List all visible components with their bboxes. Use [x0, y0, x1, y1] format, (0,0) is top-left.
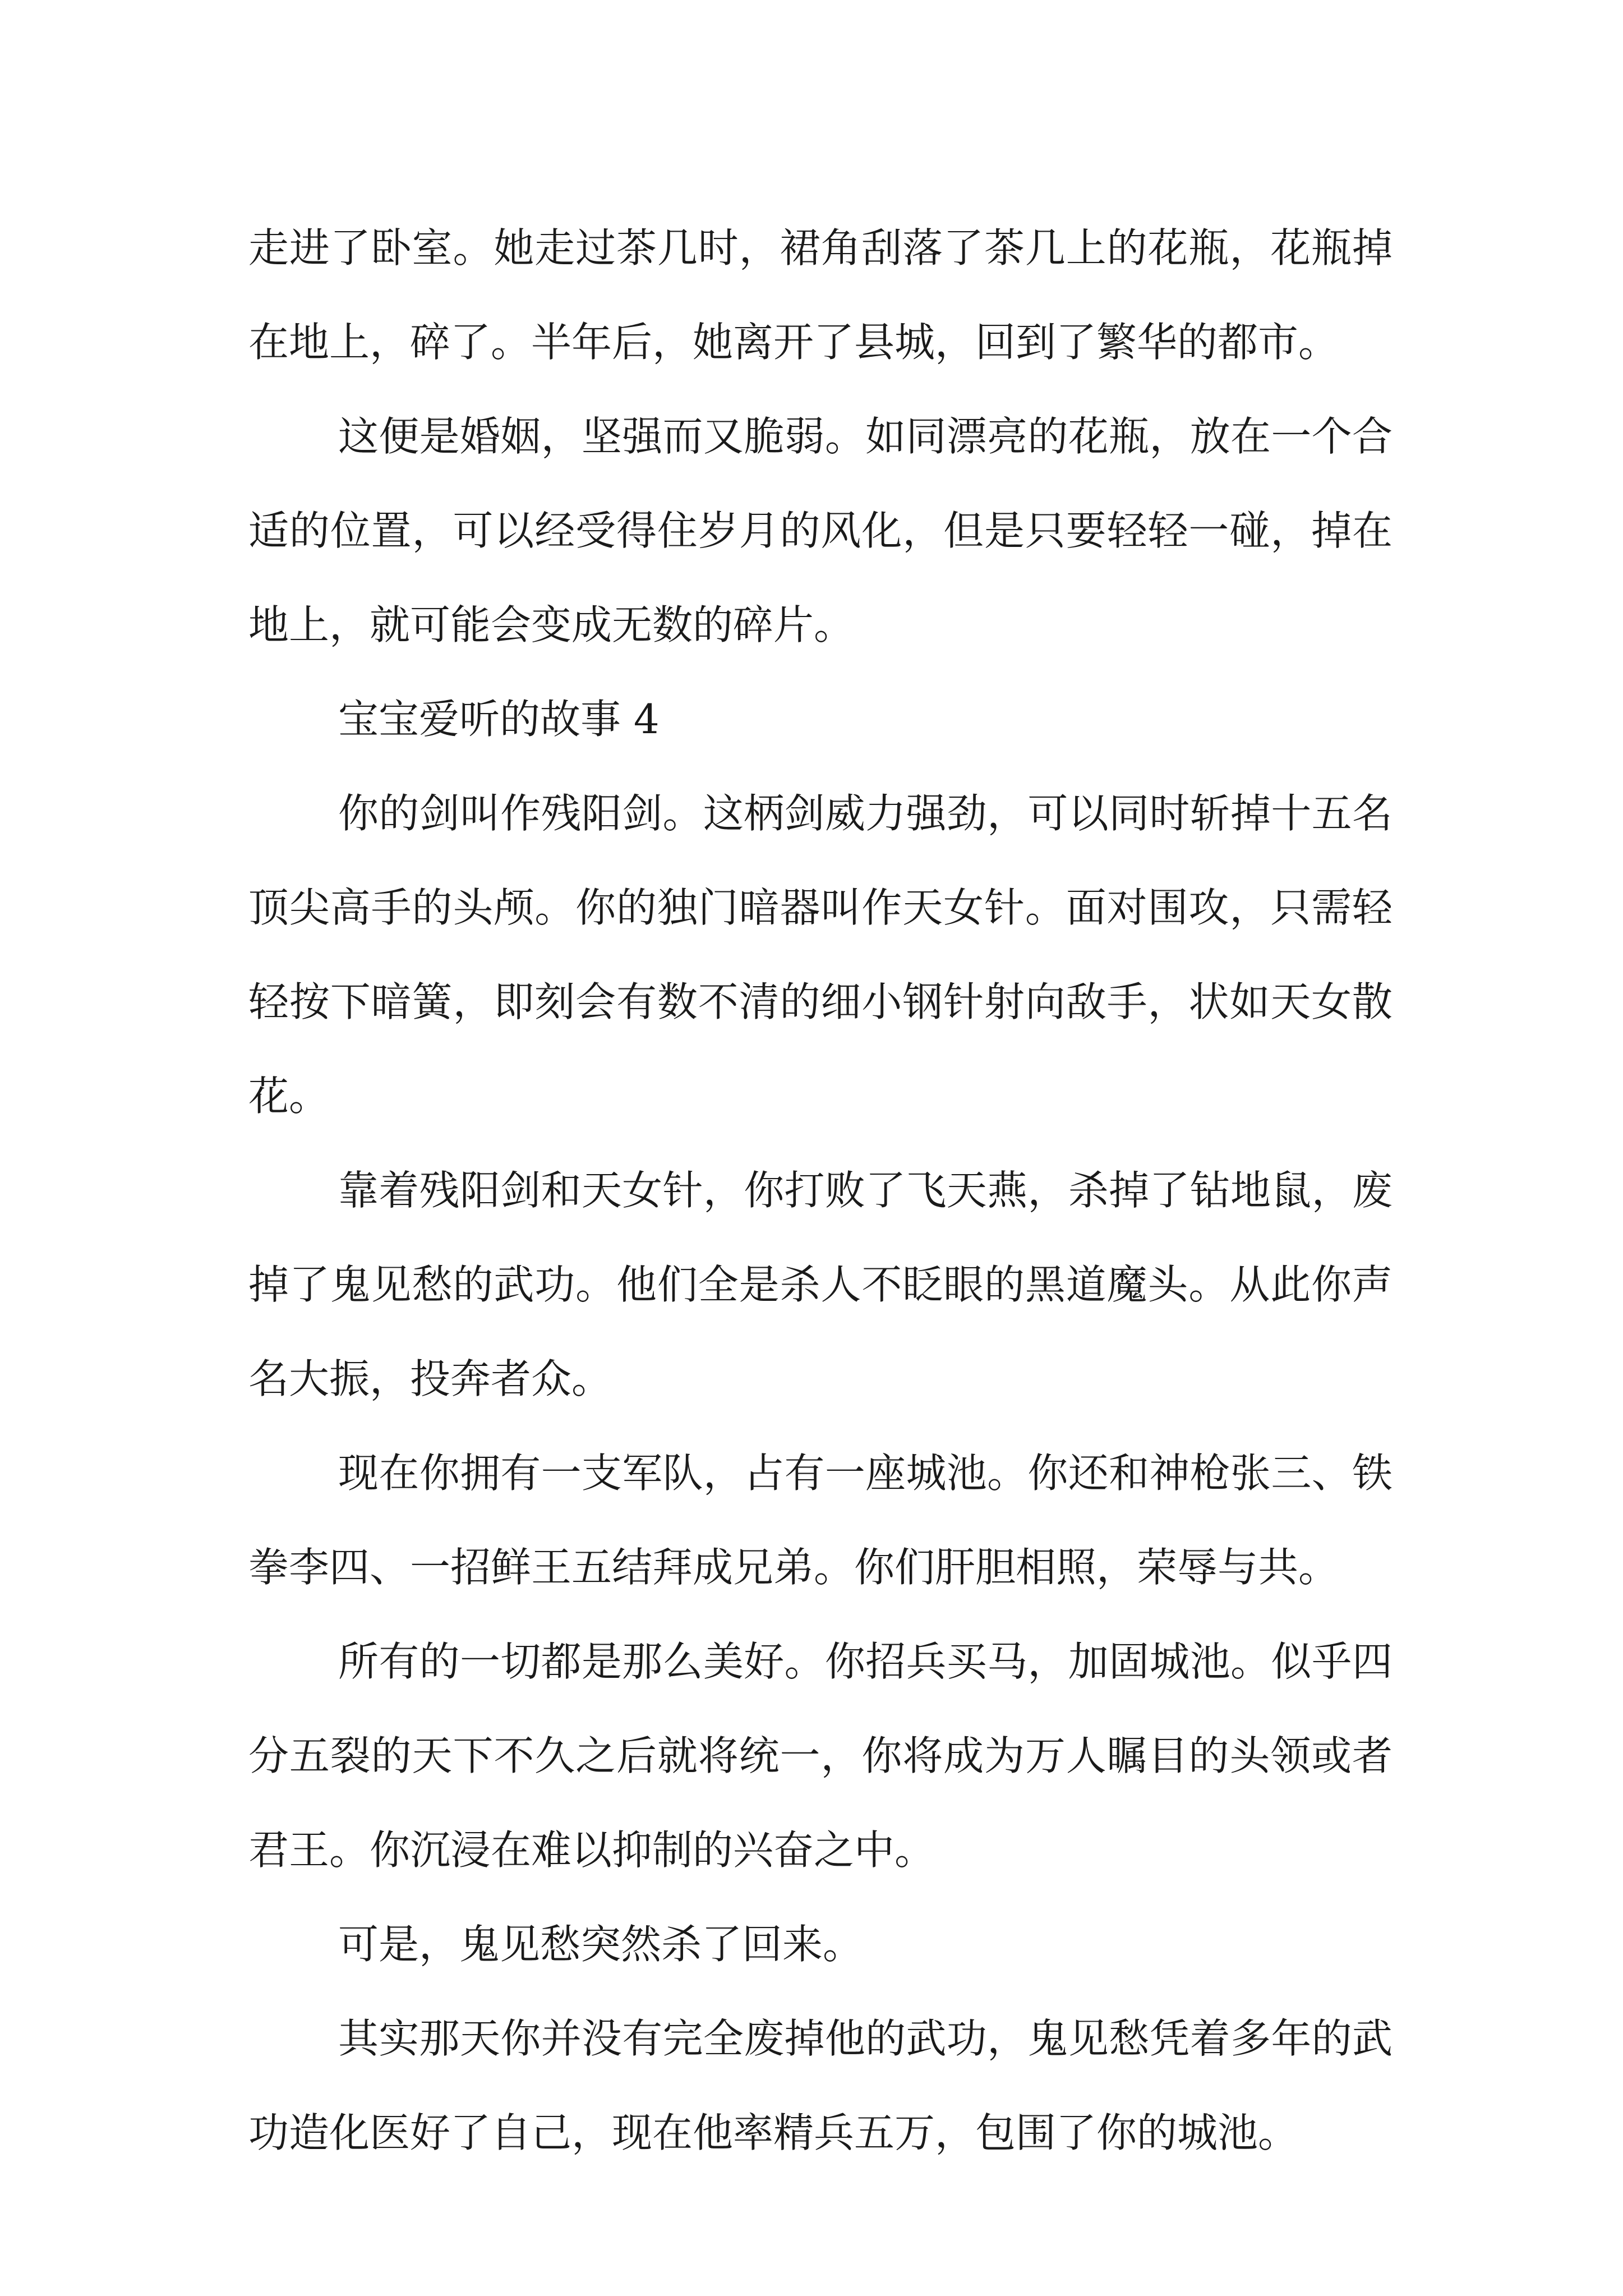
paragraph: 现在你拥有一支军队，占有一座城池。你还和神枪张三、铁拳李四、一招鲜王五结拜成兄弟。你们肝胆相照，荣辱与共。 — [248, 1450, 1393, 1591]
section-heading: 宝宝爱听的故事 4 — [338, 696, 660, 743]
paragraph: 这便是婚姻，坚强而又脆弱。如同漂亮的花瓶，放在一个合适的位置，可以经受得住岁月的风化，但是只要轻轻一碰，掉在地上，就可能会变成无数的碎片。 — [248, 413, 1393, 648]
paragraph: 靠着残阳剑和天女针，你打败了飞天燕，杀掉了钻地鼠，废掉了鬼见愁的武功。他们全是杀人不眨眼的黑道魔头。从此你声名大振，投奔者众。 — [248, 1167, 1393, 1402]
paragraph: 其实那天你并没有完全废掉他的武功，鬼见愁凭着多年的武功造化医好了自己，现在他率精兵五万，包围了你的城池。 — [248, 2015, 1393, 2156]
document-body — [248, 201, 1393, 2180]
paragraph: 所有的一切都是那么美好。你招兵买马，加固城池。似乎四分五裂的天下不久之后就将统一，你将成为万人瞩目的头领或者君王。你沉浸在难以抑制的兴奋之中。 — [248, 1638, 1393, 1874]
paragraph: 你的剑叫作残阳剑。这柄剑威力强劲，可以同时斩掉十五名顶尖高手的头颅。你的独门暗器叫作天女针。面对围攻，只需轻轻按下暗簧，即刻会有数不清的细小钢针射向敌手，状如天女散花。 — [248, 790, 1393, 1120]
paragraph: 走进了卧室。她走过茶几时，裙角刮落了茶几上的花瓶，花瓶掉在地上，碎了。半年后，她离开了县城，回到了繁华的都市。 — [248, 224, 1393, 366]
paragraph: 可是，鬼见愁突然杀了回来。 — [338, 1921, 864, 1968]
